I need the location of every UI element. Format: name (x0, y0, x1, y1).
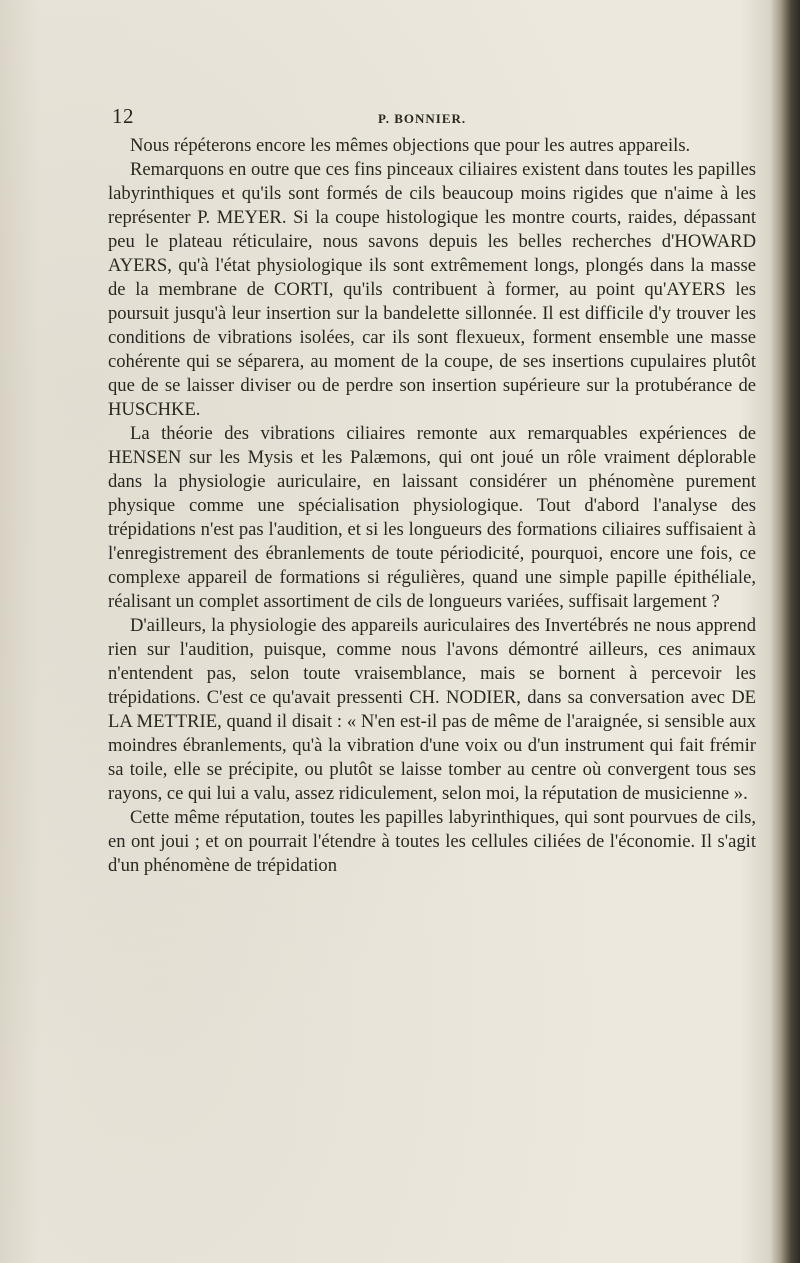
paragraph-2: Remarquons en outre que ces fins pinceaux ciliaires existent dans toutes les papilles labyrinthiques et qu'ils sont formés de cils beaucoup moins rigides que n'aime à les représenter P. MEYER. Si la coupe histologique les montre courts, raides, dépassant peu le plateau réticulaire, nous savons depuis les belles recherches d'HOWARD AYERS, qu'à l'état physiologique ils sont extrêmement longs, plongés dans la masse de la membrane de CORTI, qu'ils contribuent à former, au point qu'AYERS les poursuit jusqu'à leur insertion sur la bandelette sillonnée. Il est difficile d'y trouver les conditions de vibrations isolées, car ils sont flexueux, forment ensemble une masse cohérente qui se séparera, au moment de la coupe, de ses insertions cupulaires plutôt que de se laisser diviser ou de perdre son insertion supérieure sur la protubérance de HUSCHKE. (108, 159, 756, 420)
paragraph-1: Nous répéterons encore les mêmes objections que pour les autres appareils. (130, 135, 691, 156)
page-binding-edge (770, 0, 800, 1263)
paragraph-3: La théorie des vibrations ciliaires remonte aux remarquables expériences de HENSEN sur les Mysis et les Palæmons, qui ont joué un rôle vraiment déplorable dans la physiologie auriculaire, en laissant considérer un phénomène purement physique comme une spécialisation physiologique. Tout d'abord l'analyse des trépidations n'est pas l'audition, et si les longueurs des formations ciliaires suffisaient à l'enregistrement des ébranlements de toute périodicité, pourquoi, encore une fois, ce complexe appareil de formations si régulières, quand une simple papille épithéliale, réalisant un complet assortiment de cils de longueurs variées, suffisait largement ? (108, 423, 756, 612)
paragraph-5: Cette même réputation, toutes les papilles labyrinthiques, qui sont pourvues de cils, en ont joui ; et on pourrait l'étendre à toutes les cellules ciliées de l'économie. Il s'agit d'un phénomène de trépidation (108, 807, 756, 876)
running-title: P. BONNIER. (378, 111, 467, 126)
running-head (0, 104, 800, 132)
page-number: 12 (112, 104, 134, 128)
body-text (108, 134, 756, 878)
paragraph-4: D'ailleurs, la physiologie des appareils auriculaires des Invertébrés ne nous apprend rien sur l'audition, puisque, comme nous l'avons démontré ailleurs, ces animaux n'entendent pas, selon toute vraisemblance, mais se bornent à percevoir les trépidations. C'est ce qu'avait pressenti CH. NODIER, dans sa conversation avec DE LA METTRIE, quand il disait : « N'en est-il pas de même de l'araignée, si sensible aux moindres ébranlements, qu'à la vibration d'une voix ou d'un instrument qui fait frémir sa toile, elle se précipite, ou plutôt se laisse tomber au centre où convergent tous ses rayons, ce qui lui a valu, assez ridiculement, selon moi, la réputation de musicienne ». (108, 615, 756, 804)
